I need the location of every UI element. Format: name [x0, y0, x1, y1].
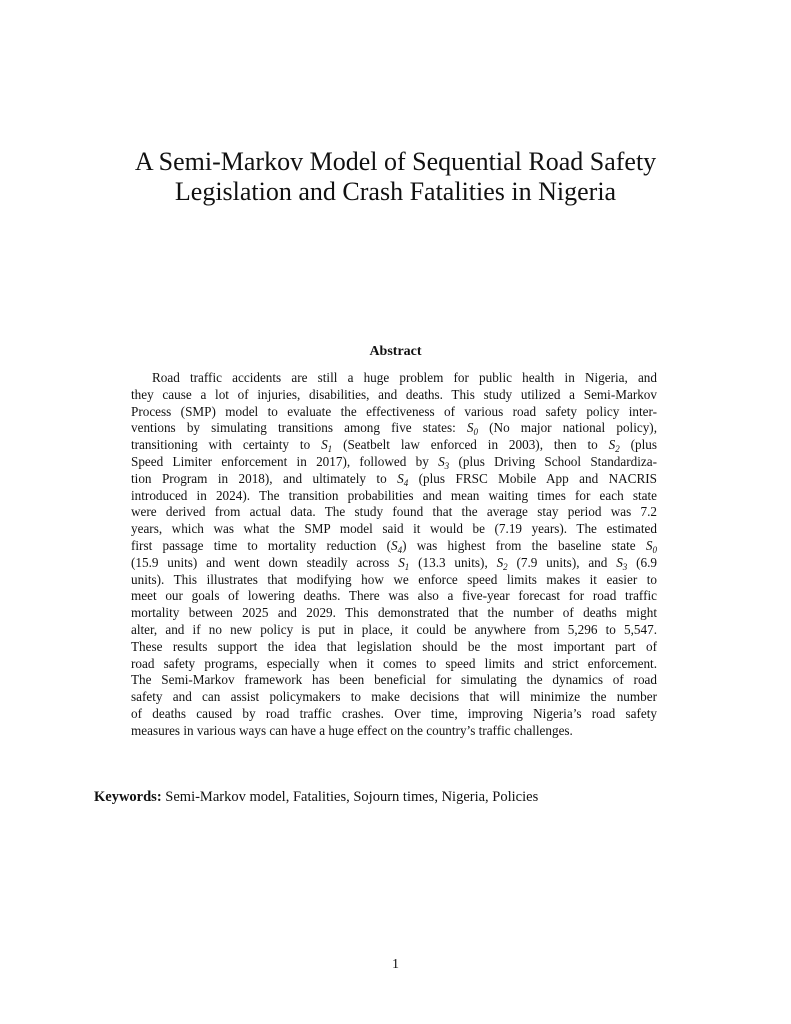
abstract-line: (15.9 units) and went down steadily across $S_1$ (13.3 units), $S_2$ (7.9 units), and $S_3$ (6.9	[131, 554, 657, 572]
abstract-line: introduced in 2024). The transition probabilities and mean waiting times for each state	[131, 487, 657, 503]
abstract-line: transitioning with certainty to $S_1$ (Seatbelt law enforced in 2003), then to $S_2$ (plus	[131, 437, 658, 455]
abstract-line: tion Program in 2018), and ultimately to $S_4$ (plus FRSC Mobile App and NACRIS	[131, 470, 657, 488]
abstract-line: meet our goals of lowering deaths. There was also a five-year forecast for road traffic	[131, 588, 657, 604]
abstract-line: Process (SMP) model to evaluate the effectiveness of various road safety policy inter-	[131, 403, 657, 419]
paper-title	[60, 147, 731, 207]
abstract-body	[131, 370, 657, 740]
abstract-line: measures in various ways can have a huge effect on the country’s traffic challenges.	[131, 722, 573, 738]
title-line-2: Legislation and Crash Fatalities in Nigeria	[174, 177, 617, 206]
abstract-line: units). This illustrates that modifying how we enforce speed limits makes it easier to	[131, 571, 657, 587]
abstract-line: they cause a lot of injuries, disabilities, and deaths. This study utilized a Semi-Markov	[131, 386, 657, 402]
abstract-line: These results support the idea that legislation should be the most important part of	[131, 638, 657, 654]
abstract-line: were derived from actual data. The study found that the average stay period was 7.2	[131, 504, 657, 520]
abstract-line: years, which was what the SMP model said it would be (7.19 years). The estimated	[131, 521, 657, 537]
keywords-text: Semi-Markov model, Fatalities, Sojourn times, Nigeria, Policies	[165, 789, 539, 805]
abstract-line: The Semi-Markov framework has been beneficial for simulating the dynamics of road	[131, 672, 657, 688]
keywords-label: Keywords:	[94, 789, 162, 805]
keywords	[94, 789, 714, 806]
abstract-line: of deaths caused by road traffic crashes. Over time, improving Nigeria’s road safety	[131, 705, 657, 721]
abstract-line: road safety programs, especially when it comes to speed limits and strict enforcement.	[131, 655, 657, 671]
abstract-line: first passage time to mortality reduction $(S_4)$ was highest from the baseline state $S_0$	[131, 537, 657, 555]
abstract-line: Road traffic accidents are still a huge problem for public health in Nigeria, and	[152, 370, 657, 385]
abstract-line: mortality between 2025 and 2029. This demonstrated that the number of deaths might	[131, 605, 657, 621]
abstract-line: Speed Limiter enforcement in 2017), followed by $S_3$ (plus Driving School Standardiza-	[131, 453, 657, 471]
abstract-line: ventions by simulating transitions among five states: $S_0$ (No major national policy),	[131, 420, 657, 438]
page-number: 1	[392, 957, 399, 972]
abstract-line: safety and can assist policymakers to make decisions that will minimize the number	[131, 689, 657, 705]
abstract-line: alter, and if no new policy is put in place, it could be anywhere from 5,296 to 5,547.	[131, 621, 657, 637]
title-line-1: A Semi-Markov Model of Sequential Road Safety	[134, 147, 657, 176]
abstract-heading: Abstract	[369, 344, 422, 359]
